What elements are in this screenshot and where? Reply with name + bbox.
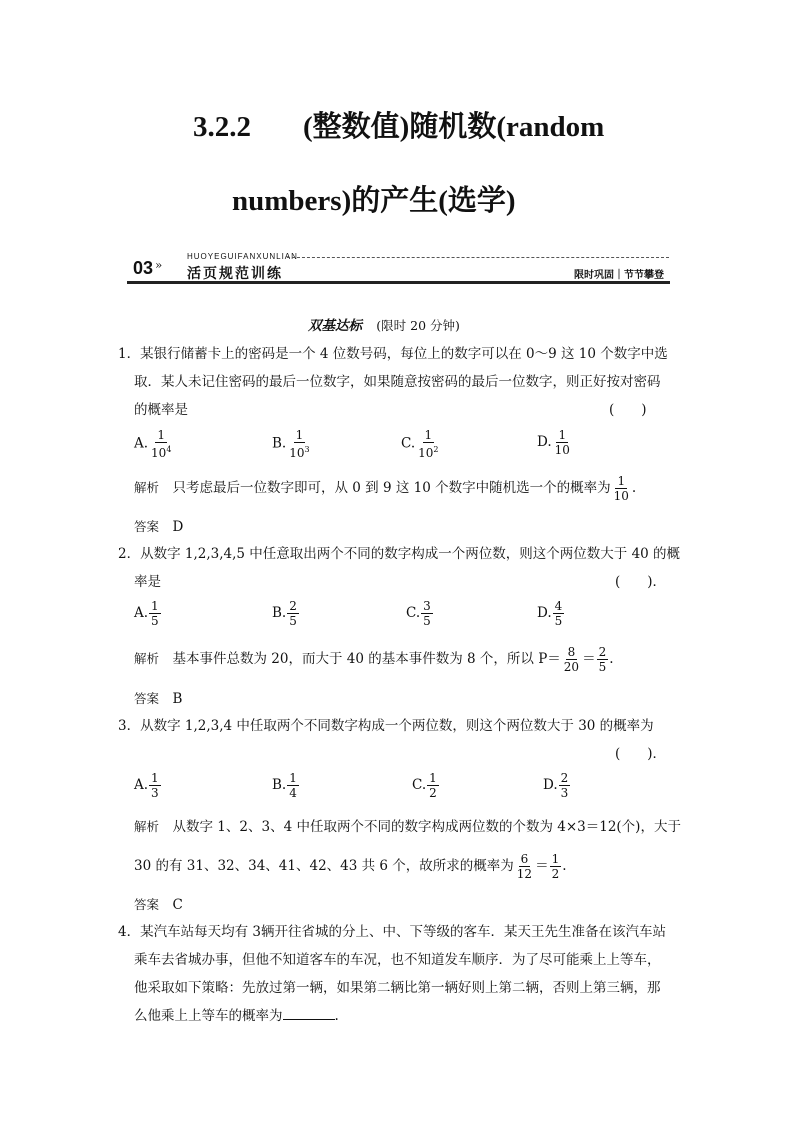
banner-number: 03 <box>133 258 154 278</box>
q3-line-1: 3．从数字 1,2,3,4 中任取两个不同数字构成一个两位数，则这个两位数大于 30 的概率为 <box>118 718 654 734</box>
banner-rule <box>127 281 670 284</box>
q3-analysis-1: 解析 从数字 1、2、3、4 中任取两个不同的数字构成两位数的个数为 4×3＝12(个)，大于 <box>134 819 681 835</box>
q1-line-1: 1．某银行储蓄卡上的密码是一个 4 位数号码，每位上的数字可以在 0～9 这 10 个数字中选 <box>118 346 668 362</box>
q1-option-a: A. $\frac{1}{10^4}$ <box>134 428 172 460</box>
q1-line-2: 取．某人未记住密码的最后一位数字，如果随意按密码的最后一位数字，则正好按对密码 <box>134 374 661 390</box>
q2-line-1: 2．从数字 1,2,3,4,5 中任意取出两个不同的数字构成一个两位数，则这个两位数大于 40 的概 <box>118 546 681 562</box>
section-time: (限时 20 分钟) <box>376 318 460 333</box>
title-number: 3.2.2 <box>193 111 251 143</box>
q3-answer-paren: ( )． <box>615 746 667 762</box>
title-line-1 <box>193 104 604 145</box>
q2-answer-paren: ( )． <box>615 574 667 590</box>
title-text-1: (整数值)随机数(random <box>303 111 605 143</box>
q1-line-3: 的概率是 <box>134 402 188 418</box>
q1-option-c: C. $\frac{1}{10^2}$ <box>401 428 439 460</box>
q1-answer-paren: ( ) <box>609 402 647 418</box>
q2-option-d: D. $\frac{4}{5}$ <box>537 599 563 628</box>
q4-line-2: 乘车去省城办事，但他不知道客车的车况，也不知道发车顺序．为了尽可能乘上上等车， <box>134 952 661 968</box>
q4-line-1: 4．某汽车站每天均有 3辆开往省城的分上、中、下等级的客车．某天王先生准备在该汽车站 <box>118 924 666 940</box>
q3-answer: 答案 C <box>134 897 183 913</box>
q1-option-b: B. $\frac{1}{10^3}$ <box>272 428 310 460</box>
q2-analysis: 解析 基本事件总数为 20，而大于 40 的基本事件数为 8 个，所以 P＝ $\frac{8}{20}$ ＝ $\frac{2}{5}$ . <box>134 645 614 674</box>
banner-dash-line <box>287 257 669 258</box>
q4-line-4: 么他乘上上等车的概率为 . <box>134 1008 339 1024</box>
q2-option-b: B. $\frac{2}{5}$ <box>272 599 297 628</box>
q1-option-d: D. $\frac{1}{10}$ <box>537 428 570 457</box>
q2-option-a: A. $\frac{1}{5}$ <box>134 599 159 628</box>
q3-option-b: B. $\frac{1}{4}$ <box>272 771 297 800</box>
q1-answer: 答案 D <box>134 519 184 535</box>
q4-answer-blank <box>283 1007 335 1020</box>
q3-option-a: A. $\frac{1}{3}$ <box>134 771 159 800</box>
banner-arrows-icon: » <box>155 258 163 272</box>
q2-line-2: 率是 <box>134 574 161 590</box>
q3-option-c: C. $\frac{1}{2}$ <box>412 771 437 800</box>
q3-analysis-2: 30 的有 31、32、34、41、42、43 共 6 个，故所求的概率为 $\frac{6}{12}$ ＝ $\frac{1}{2}$ . <box>134 852 567 881</box>
section-title: 双基达标 <box>308 318 362 334</box>
section-header <box>308 317 460 335</box>
section-banner <box>127 250 670 284</box>
banner-right-text: 限时巩固｜节节攀登 <box>574 270 664 281</box>
title-line-2: numbers)的产生(选学) <box>232 185 516 217</box>
q2-answer: 答案 B <box>134 691 183 707</box>
banner-pinyin: HUOYEGUIFANXUNLIAN <box>187 252 298 261</box>
q3-option-d: D. $\frac{2}{3}$ <box>543 771 569 800</box>
q1-analysis: 解析 只考虑最后一位数字即可，从 0 到 9 这 10 个数字中随机选一个的概率为 $\frac{1}{10}$ . <box>134 474 637 503</box>
banner-title: 活页规范训练 <box>187 265 283 281</box>
q4-line-3: 他采取如下策略：先放过第一辆，如果第二辆比第一辆好则上第二辆，否则上第三辆，那 <box>134 980 661 996</box>
q2-option-c: C. $\frac{3}{5}$ <box>406 599 431 628</box>
